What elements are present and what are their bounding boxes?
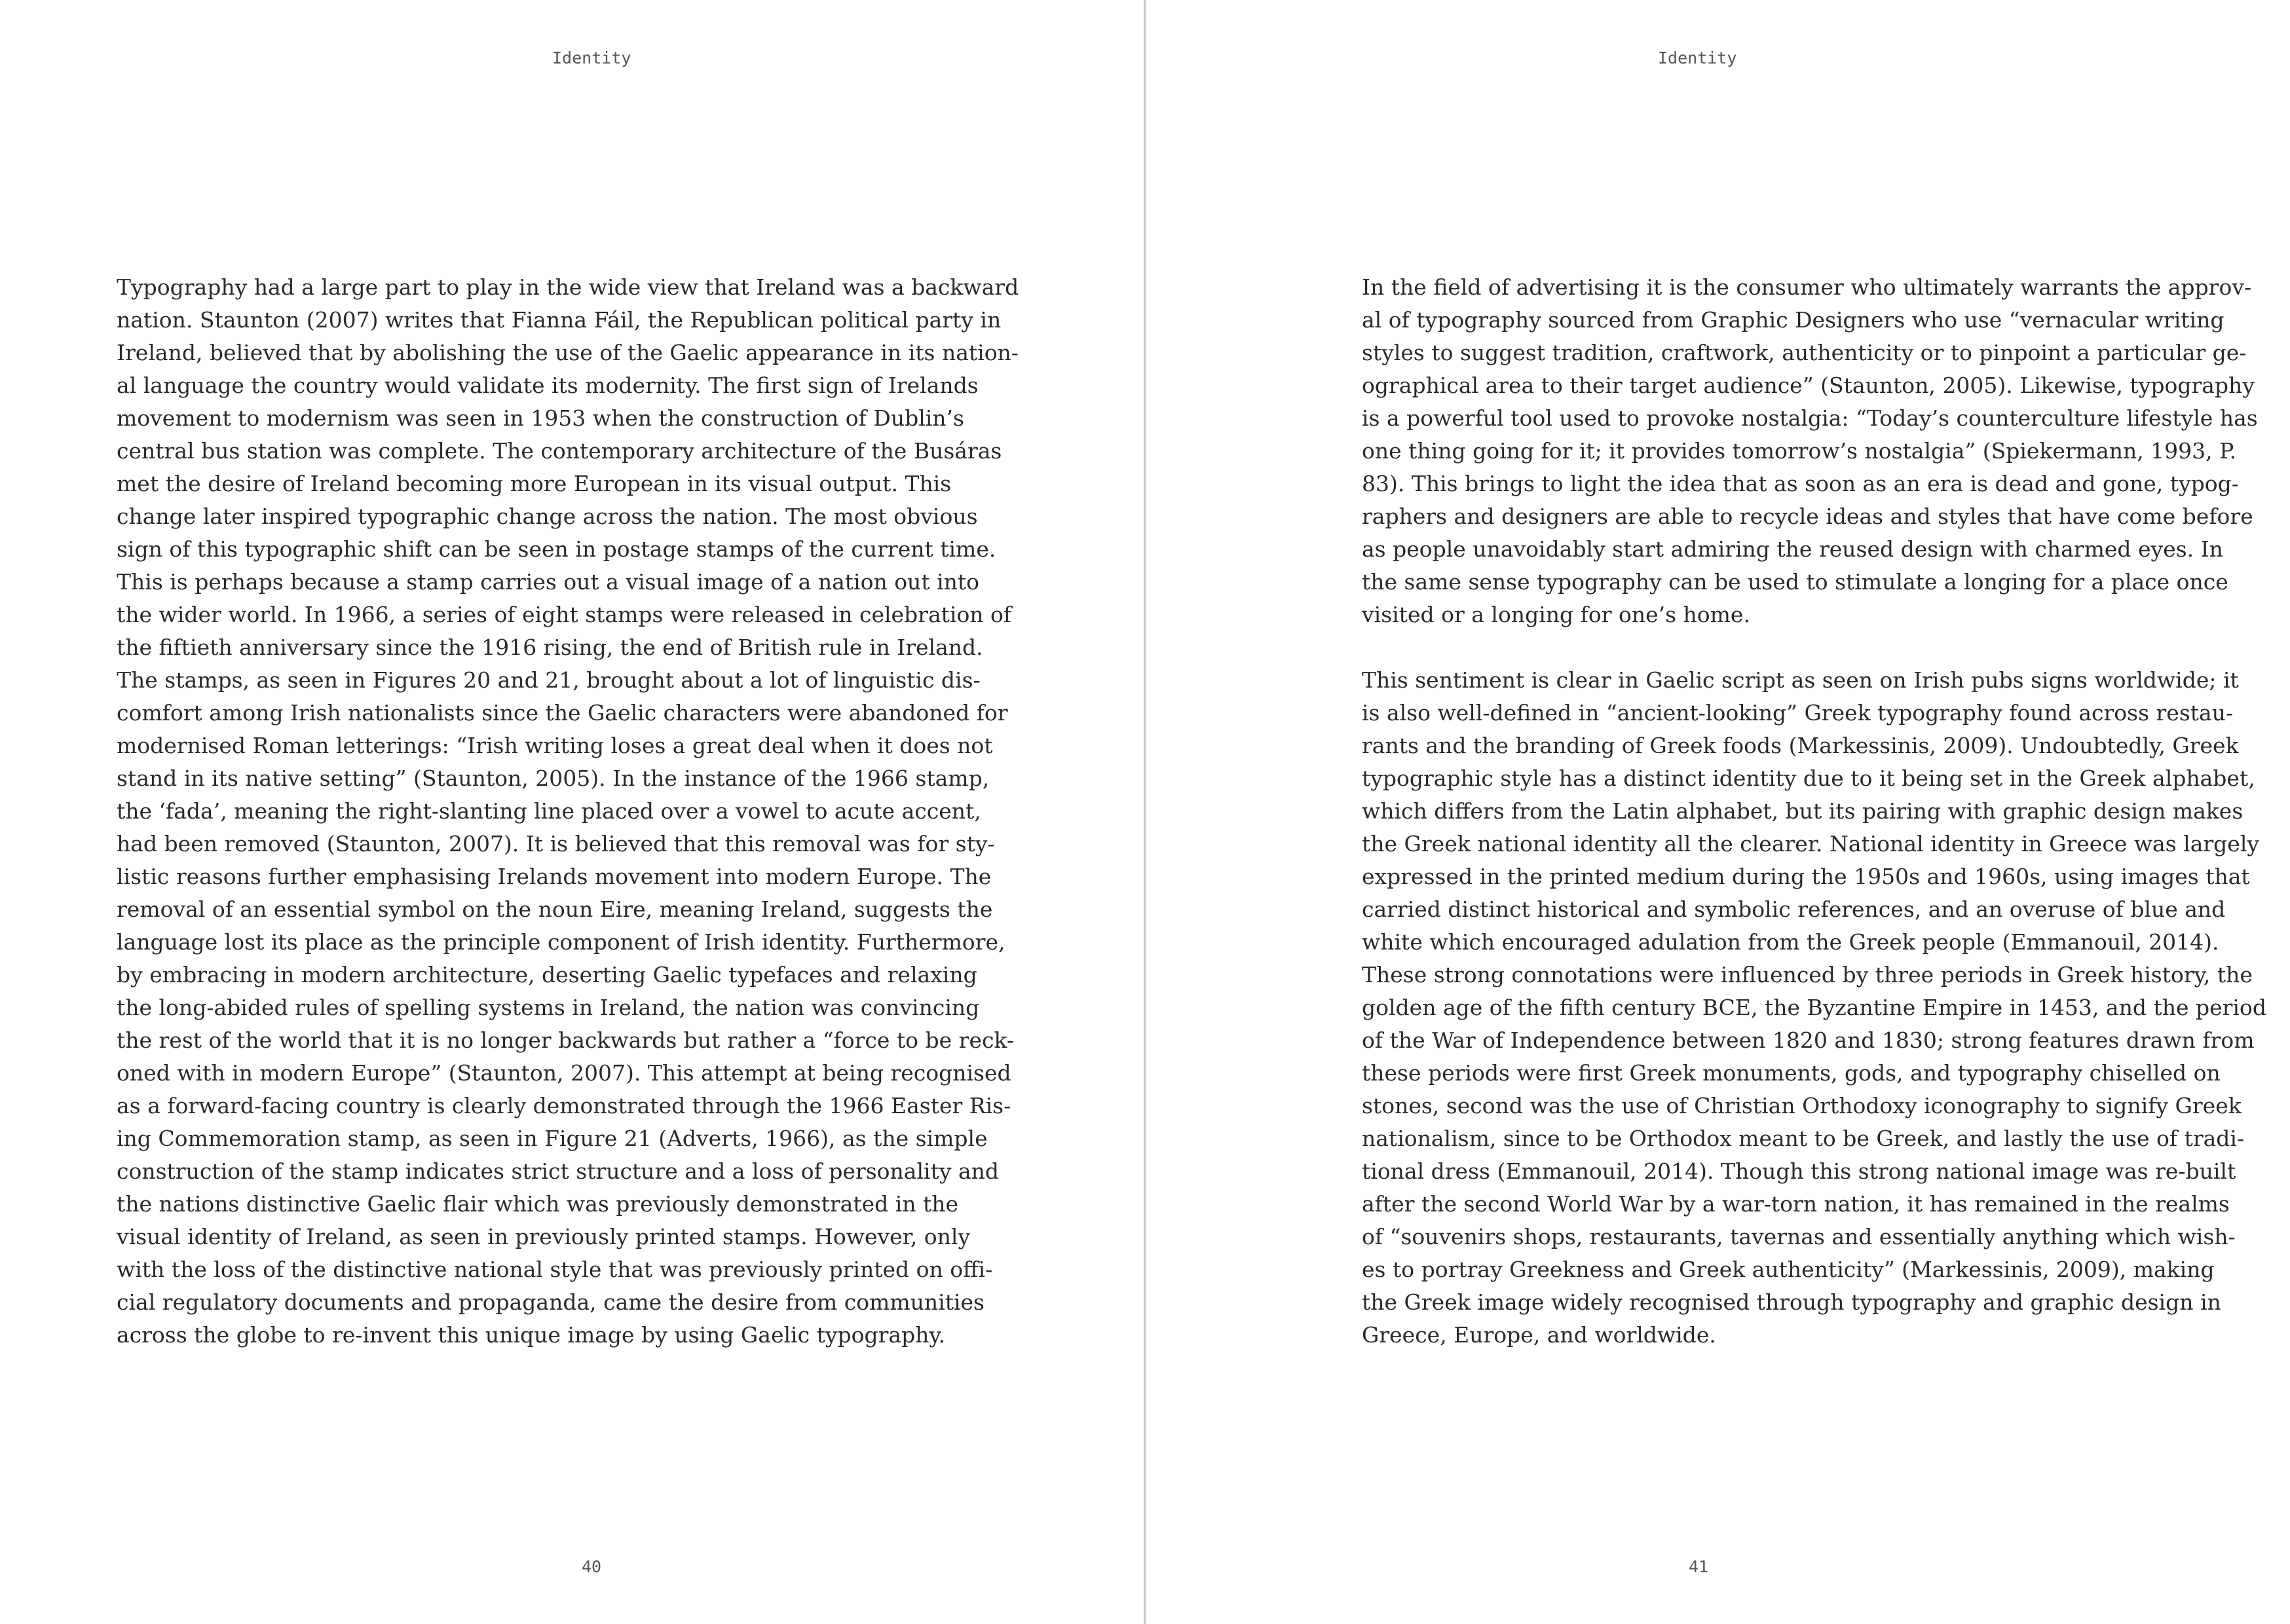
text-line: the Greek image widely recognised through typography and graphic design in xyxy=(1362,1289,2221,1315)
text-line: stand in its native setting” (Staunton, 2005). In the instance of the 1966 stamp, xyxy=(117,766,990,791)
page-number: 41 xyxy=(1689,1557,1709,1576)
text-line: This sentiment is clear in Gaelic script as seen on Irish pubs signs worldwide; it xyxy=(1362,667,2239,693)
text-line: white which encouraged adulation from the Greek people (Emmanouil, 2014). xyxy=(1362,929,2219,955)
text-line: nation. Staunton (2007) writes that Fianna Fáil, the Republican political party in xyxy=(117,307,1002,333)
text-line: al of typography sourced from Graphic Designers who use “vernacular writing xyxy=(1362,307,2224,333)
text-line: the same sense typography can be used to stimulate a longing for a place once xyxy=(1362,569,2228,595)
text-line: This is perhaps because a stamp carries out a visual image of a nation out into xyxy=(117,569,980,595)
text-line: as people unavoidably start admiring the reused design with charmed eyes. In xyxy=(1362,536,2223,562)
text-line: styles to suggest tradition, craftwork, authenticity or to pinpoint a particular ge- xyxy=(1362,340,2247,365)
text-line: change later inspired typographic change across the nation. The most obvious xyxy=(117,504,978,529)
text-line: the Greek national identity all the clearer. National identity in Greece was largely xyxy=(1362,831,2260,857)
text-line: removal of an essential symbol on the noun Eire, meaning Ireland, suggests the xyxy=(117,896,993,922)
text-line: the fiftieth anniversary since the 1916 rising, the end of British rule in Ireland. xyxy=(117,635,983,660)
text-line: by embracing in modern architecture, deserting Gaelic typefaces and relaxing xyxy=(117,962,977,987)
text-line: golden age of the fifth century BCE, the Byzantine Empire in 1453, and the period xyxy=(1362,995,2266,1020)
text-line: comfort among Irish nationalists since the Gaelic characters were abandoned for xyxy=(117,700,1008,726)
text-line: ographical area to their target audience” (Staunton, 2005). Likewise, typography xyxy=(1362,373,2255,398)
text-line: with the loss of the distinctive national style that was previously printed on offi- xyxy=(117,1257,993,1282)
text-line: of “souvenirs shops, restaurants, tavernas and essentially anything which wish- xyxy=(1362,1224,2236,1249)
running-head: Identity xyxy=(1658,48,1737,67)
text-line: modernised Roman letterings: “Irish writing loses a great deal when it does not xyxy=(117,733,993,758)
text-line: Ireland, believed that by abolishing the use of the Gaelic appearance in its nation- xyxy=(117,340,1019,365)
text-line: visited or a longing for one’s home. xyxy=(1362,602,1750,627)
text-line: expressed in the printed medium during the 1950s and 1960s, using images that xyxy=(1362,864,2250,889)
body-text xyxy=(1362,271,2266,1352)
text-line: Typography had a large part to play in the wide view that Ireland was a backward xyxy=(117,274,1019,300)
text-line: oned with in modern Europe” (Staunton, 2007). This attempt at being recognised xyxy=(117,1060,1011,1086)
text-line: is a powerful tool used to provoke nostalgia: “Today’s counterculture lifestyle has xyxy=(1362,405,2258,431)
text-line: met the desire of Ireland becoming more European in its visual output. This xyxy=(117,471,952,496)
text-line: carried distinct historical and symbolic references, and an overuse of blue and xyxy=(1362,896,2226,922)
text-line: sign of this typographic shift can be seen in postage stamps of the current time. xyxy=(117,536,996,562)
text-line: construction of the stamp indicates strict structure and a loss of personality and xyxy=(117,1158,1000,1184)
text-line: visual identity of Ireland, as seen in previously printed stamps. However, only xyxy=(117,1224,971,1249)
text-line: the long-abided rules of spelling systems in Ireland, the nation was convincing xyxy=(117,995,980,1020)
text-line: tional dress (Emmanouil, 2014). Though this strong national image was re-built xyxy=(1362,1158,2236,1184)
text-line: the ‘fada’, meaning the right-slanting line placed over a vowel to acute accent, xyxy=(117,798,981,824)
paragraph xyxy=(1362,664,2266,1352)
body-text xyxy=(117,271,1019,1352)
text-line: across the globe to re-invent this unique image by using Gaelic typography. xyxy=(117,1322,946,1348)
paragraph-gap xyxy=(1362,631,2175,664)
text-line: raphers and designers are able to recycle ideas and styles that have come before xyxy=(1362,504,2253,529)
text-line: typographic style has a distinct identity due to it being set in the Greek alphabet, xyxy=(1362,766,2255,791)
text-line: language lost its place as the principle component of Irish identity. Furthermore, xyxy=(117,929,1005,955)
text-line: these periods were first Greek monuments, gods, and typography chiselled on xyxy=(1362,1060,2221,1086)
text-line: as a forward-facing country is clearly demonstrated through the 1966 Easter Ris- xyxy=(117,1093,1011,1118)
text-line: al language the country would validate its modernity. The first sign of Irelands xyxy=(117,373,979,398)
text-line: after the second World War by a war-torn nation, it has remained in the realms xyxy=(1362,1191,2230,1217)
text-line: In the field of advertising it is the consumer who ultimately warrants the approv- xyxy=(1362,274,2252,300)
text-line: the rest of the world that it is no longer backwards but rather a “force to be reck- xyxy=(117,1027,1015,1053)
text-line: es to portray Greekness and Greek authenticity” (Markessinis, 2009), making xyxy=(1362,1257,2215,1282)
text-line: the nations distinctive Gaelic flair which was previously demonstrated in the xyxy=(117,1191,959,1217)
page-number: 40 xyxy=(582,1557,602,1576)
text-line: stones, second was the use of Christian Orthodoxy iconography to signify Greek xyxy=(1362,1093,2242,1118)
text-line: movement to modernism was seen in 1953 when the construction of Dublin’s xyxy=(117,405,964,431)
text-line: central bus station was complete. The contemporary architecture of the Busáras xyxy=(117,438,1002,464)
text-line: The stamps, as seen in Figures 20 and 21, brought about a lot of linguistic dis- xyxy=(117,667,981,693)
paragraph xyxy=(117,271,1019,1352)
text-line: the wider world. In 1966, a series of eight stamps were released in celebration of xyxy=(117,602,1012,627)
text-line: listic reasons further emphasising Irelands movement into modern Europe. The xyxy=(117,864,992,889)
text-line: These strong connotations were influenced by three periods in Greek history, the xyxy=(1362,962,2253,987)
text-line: which differs from the Latin alphabet, but its pairing with graphic design makes xyxy=(1362,798,2243,824)
text-line: Greece, Europe, and worldwide. xyxy=(1362,1322,1716,1348)
paragraph xyxy=(1362,271,2258,631)
text-line: had been removed (Staunton, 2007). It is believed that this removal was for sty- xyxy=(117,831,995,857)
text-line: ing Commemoration stamp, as seen in Figure 21 (Adverts, 1966), as the simple xyxy=(117,1126,988,1151)
text-line: rants and the branding of Greek foods (Markessinis, 2009). Undoubtedly, Greek xyxy=(1362,733,2239,758)
text-line: cial regulatory documents and propaganda, came the desire from communities xyxy=(117,1289,985,1315)
text-line: of the War of Independence between 1820 and 1830; strong features drawn from xyxy=(1362,1027,2255,1053)
text-line: nationalism, since to be Orthodox meant to be Greek, and lastly the use of tradi- xyxy=(1362,1126,2245,1151)
running-head: Identity xyxy=(552,48,631,67)
right-page xyxy=(1145,0,2290,1624)
text-line: is also well-defined in “ancient-looking” Greek typography found across restau- xyxy=(1362,700,2234,726)
text-line: 83). This brings to light the idea that as soon as an era is dead and gone, typog- xyxy=(1362,471,2239,496)
text-line: one thing going for it; it provides tomorrow’s nostalgia” (Spiekermann, 1993, P. xyxy=(1362,438,2237,464)
